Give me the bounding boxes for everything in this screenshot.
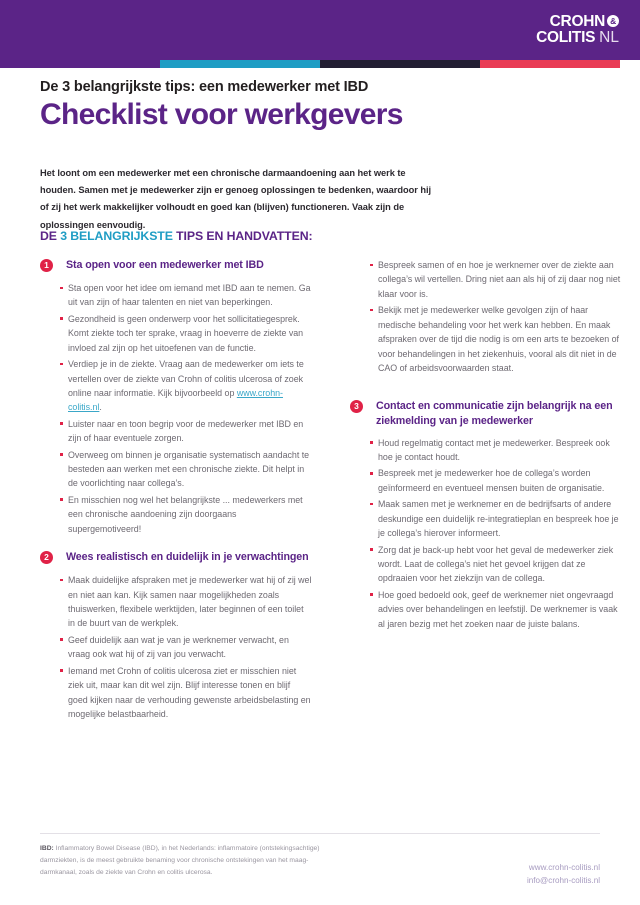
bullet-text: Bekijk met je medewerker welke gevolgen zijn of haar medische behandeling voor het werk kan hebben. En maak afspraken over de tijd die nodig is om een arts te bezoeken of voor behandelingen in het ziekenhuis, vooral als dit niet in de CAO of arbeidsvoorwaarden staat. (378, 305, 619, 373)
bullet-text: Maak samen met je werknemer en de bedrijfsarts of andere deskundige een duidelijk re-integratieplan en bespreek hoe je je collega’s hierover informeert. (378, 499, 619, 539)
colorbar-segment-red (480, 60, 620, 68)
tip-number-badge: 1 (40, 259, 53, 272)
tip-bullet-item (378, 466, 622, 495)
tip-bullet-item (68, 573, 312, 631)
bullet-text: Bespreek met je medewerker hoe de collega’s worden geïnformeerd en eventueel mensen buiten de organisatie. (378, 468, 605, 493)
bullet-text: En misschien nog wel het belangrijkste ... medewerkers met een chronische aandoening zijn doorgaans supergemotiveerd! (68, 494, 303, 534)
left-column (40, 258, 312, 735)
tip-bullet-item (68, 664, 312, 722)
tip-heading-text: Wees realistisch en duidelijk in je verwachtingen (66, 551, 309, 564)
heading-part-belangrijkste: 3 BELANGRIJKSTE (60, 229, 177, 243)
footer-divider (40, 833, 600, 834)
bullet-text: Hoe goed bedoeld ook, geef de werknemer niet ongevraagd advies over behandelingen en leefstijl. De werknemer is vaak al jaren bezig met het zoeken naar de juiste balans. (378, 589, 618, 629)
tip-bullet-item (378, 588, 622, 631)
bullet-text: Verdiep je in de ziekte. Vraag aan de medewerker om iets te vertellen over de ziekte van Crohn of colitis ulcerosa of zoek online naar informatie. Kijk bijvoorbeeld op (68, 359, 304, 398)
title-block (40, 79, 600, 133)
tip-bullet-item (68, 493, 312, 536)
intro-paragraph: Het loont om een medewerker met een chronische darmaandoening aan het werk te houden. Samen met je medewerker zijn er genoeg oplossingen te bedenken, waardoor hij of zij het werk makkelijker volhoudt en goed kan (blijven) functioneren. Vaak zijn de oplossingen eenvoudig. (40, 168, 432, 230)
tip-bullet-list (350, 436, 622, 631)
colorbar-segment-teal (160, 60, 320, 68)
column-spacer (350, 377, 622, 399)
tip-bullet-item (378, 436, 622, 465)
bullet-text: Overweeg om binnen je organisatie systematisch aandacht te besteden aan werken met een chronische ziekte. Dit helpt in de voorlichting naar collega’s. (68, 449, 310, 489)
tip-bullet-item (68, 448, 312, 491)
right-column (350, 258, 622, 645)
tip-heading-text: Sta open voor een medewerker met IBD (66, 259, 264, 271)
footer-contact-block (527, 861, 600, 887)
tip-block-2 (40, 550, 312, 721)
tip-block-1 (40, 258, 312, 536)
bullet-text: Bespreek samen of en hoe je werknemer over de ziekte aan collega’s wil vertellen. Dring niet aan als hij of zij daar nog niet klaar voor is. (378, 260, 621, 299)
tip-heading-row (40, 258, 312, 273)
tip-bullet-item (68, 633, 312, 662)
tip-bullet-item (378, 258, 622, 301)
ampersand-icon: & (607, 15, 619, 27)
logo-crohn-text: CROHN (549, 13, 605, 30)
logo-line-2 (536, 30, 619, 46)
bullet-text: Sta open voor het idee om iemand met IBD aan te nemen. Ga uit van zijn of haar talenten en niet van beperkingen. (68, 283, 311, 308)
tip-bullet-item (68, 281, 312, 310)
logo-nl-text: NL (599, 28, 619, 46)
heading-part-de: DE (40, 229, 61, 243)
logo-colitis-text: COLITIS (536, 28, 596, 46)
brand-color-bar (0, 60, 640, 68)
bullet-text: Houd regelmatig contact met je medewerker. Bespreek ook hoe je contact houdt. (378, 437, 610, 463)
bullet-text-after: . (99, 402, 102, 413)
tip-bullet-list (40, 573, 312, 721)
continued-bullet-list (350, 258, 622, 375)
bullet-inline-link[interactable]: www.crohn-colitis.nl (68, 387, 283, 413)
bullet-text: Iemand met Crohn of colitis ulcerosa ziet er misschien niet ziek uit, maar kan dit wel zijn. Blijf interesse tonen en blijf goed kijken naar de verhouding gewenste arbeidsbelasting en mogelijke belastbaarheid. (68, 665, 311, 719)
bullet-text: Zorg dat je back-up hebt voor het geval de medewerker ziek wordt. Laat de collega’s niet het gevoel krijgen dat ze opdraaien voor het ziekzijn van de collega. (378, 544, 614, 584)
tip-block-3 (350, 399, 622, 631)
colorbar-segment-white (620, 60, 640, 68)
tip-bullet-item (378, 543, 622, 586)
crohn-colitis-logo (536, 14, 619, 46)
footer-ibd-definition (40, 843, 330, 879)
footer-email-link[interactable]: info@crohn-colitis.nl (527, 876, 600, 886)
tip-bullet-item (68, 357, 312, 415)
bullet-text: Luister naar en toon begrip voor de medewerker met IBD en zijn of haar eventuele zorgen. (68, 418, 304, 444)
tip-bullet-item (68, 312, 312, 355)
tip-heading-row (350, 399, 622, 427)
tips-section-heading (40, 229, 312, 243)
footer-ibd-label: IBD: (40, 845, 54, 852)
page-title: Checklist voor werkgevers (40, 98, 403, 132)
colorbar-segment-purple (0, 60, 160, 68)
bullet-text: Maak duidelijke afspraken met je medewerker wat hij of zij wel en niet aan kan. Kijk samen naar mogelijkheden zoals thuiswerken, flexibele werktijden, later beginnen of een toilet in de buurt van de werkplek. (68, 575, 312, 629)
footer-ibd-text: Inflammatory Bowel Disease (IBD), in het Nederlands: inflammatoire (ontstekingsachtige) darmziekten, is de meest gebruikte benaming voor chronische ontstekingen van het maag-darmkanaal, zoals de ziekte van Crohn en colitis ulcerosa. (40, 845, 320, 876)
page-header (0, 0, 640, 60)
page-kicker: De 3 belangrijkste tips: een medewerker met IBD (40, 79, 369, 95)
tip-number-badge: 3 (350, 400, 363, 413)
heading-part-tips: TIPS EN HANDVATTEN: (176, 229, 313, 243)
tip-heading-row (40, 550, 312, 565)
colorbar-segment-navy (320, 60, 480, 68)
tip-bullet-list (40, 281, 312, 536)
tip-bullet-item (68, 417, 312, 446)
tip-heading-text: Contact en communicatie zijn belangrijk na een ziekmelding van je medewerker (376, 400, 613, 427)
bullet-text: Geef duidelijk aan wat je van je werknemer verwacht, en vraag ook wat hij of zij van jou verwacht. (68, 634, 289, 660)
bullet-text: Gezondheid is geen onderwerp voor het sollicitatiegesprek. Komt ziekte toch ter sprake, vraag in hoeverre de ziekte van invloed zal zijn op het uitoefenen van de functie. (68, 313, 304, 353)
tip-number-badge: 2 (40, 551, 53, 564)
tip-bullet-item (378, 303, 622, 375)
footer-website-link[interactable]: www.crohn-colitis.nl (528, 863, 600, 872)
logo-line-1 (536, 14, 619, 30)
tip-bullet-item (378, 497, 622, 540)
